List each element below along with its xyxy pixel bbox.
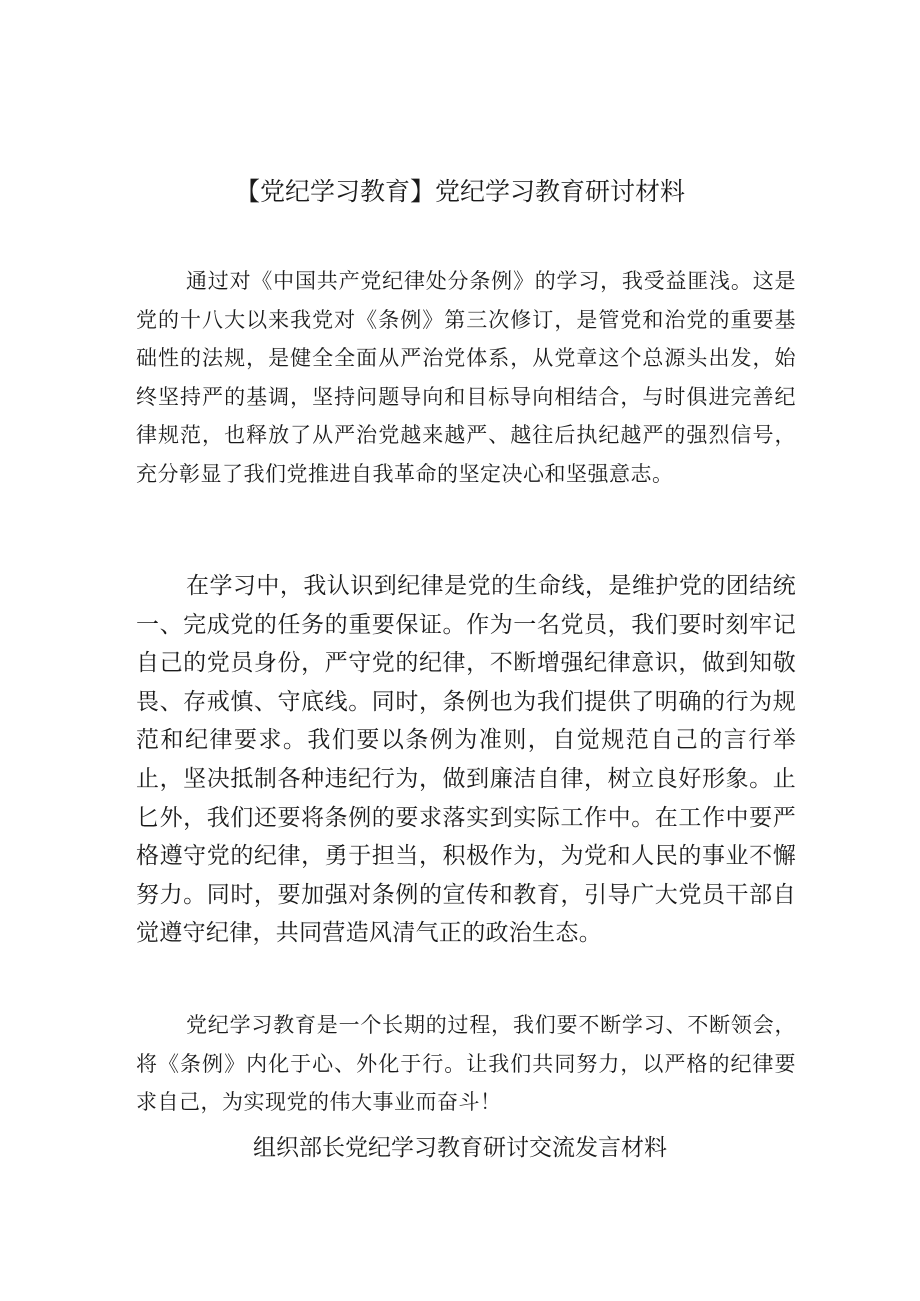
paragraph-3: 党纪学习教育是一个长期的过程，我们要不断学习、不断领会，将《条例》内化于心、外化于行。让我们共同努力，以严格的纪律要求自己，为实现党的伟大事业而奋斗！ — [136, 1013, 796, 1115]
next-section-title: 组织部长党纪学习教育研讨交流发言材料 — [253, 1135, 667, 1161]
paragraph-1: 通过对《中国共产党纪律处分条例》的学习，我受益匪浅。这是党的十八大以来我党对《条例》第三次修订，是管党和治党的重要基础性的法规，是健全全面从严治党体系，从党章这个总源头出发，始终坚持严的基调，坚持问题导向和目标导向相结合，与时俱进完善纪律规范，也释放了从严治党越来越严、越往后执纪越严的强烈信号，充分彰显了我们党推进自我革命的坚定决心和坚强意志。 — [136, 269, 796, 486]
document-title: 【党纪学习教育】党纪学习教育研讨材料 — [234, 177, 685, 206]
paragraph-2: 在学习中，我认识到纪律是党的生命线，是维护党的团结统一、完成党的任务的重要保证。作为一名党员，我们要时刻牢记自己的党员身份，严守党的纪律，不断增强纪律意识，做到知敬畏、存戒慎、守底线。同时，条例也为我们提供了明确的行为规范和纪律要求。我们要以条例为准则，自觉规范自己的言行举止，坚决抵制各种违纪行为，做到廉洁自律，树立良好形象。止匕外，我们还要将条例的要求落实到实际工作中。在工作中要严格遵守党的纪律，勇于担当，积极作为，为党和人民的事业不懈努力。同时，要加强对条例的宣传和教育，引导广大党员干部自觉遵守纪律，共同营造风清气正的政治生态。 — [136, 573, 796, 947]
